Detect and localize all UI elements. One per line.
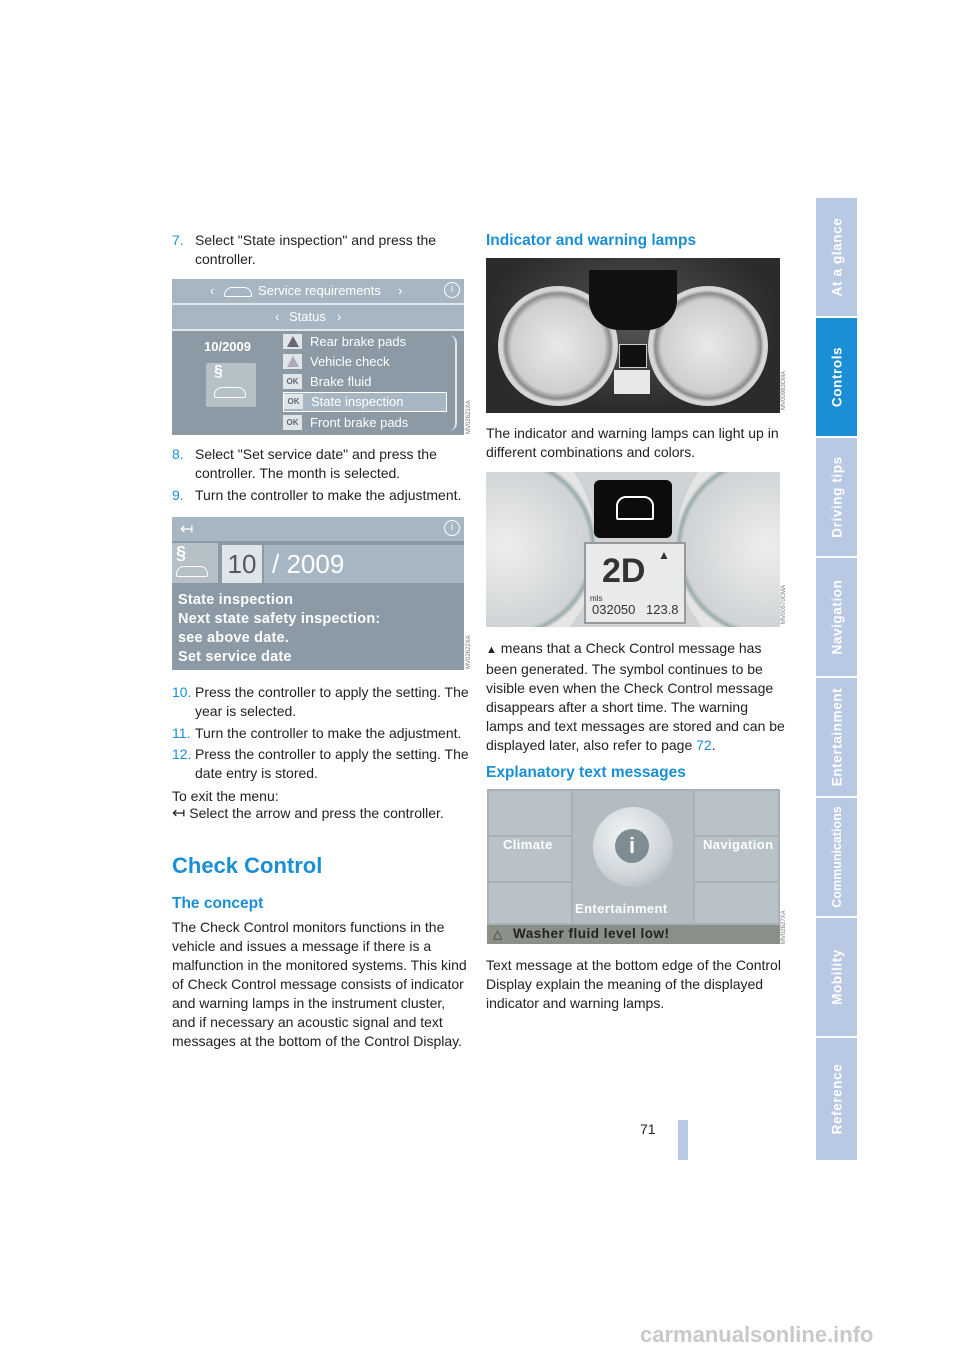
exit-text: ↤ Select the arrow and press the controller. <box>172 805 444 822</box>
step-12: 12. Press the controller to apply the setting. The date entry is stored. <box>172 746 469 781</box>
warning-icon <box>287 336 299 347</box>
tab-mobility[interactable]: Mobility <box>816 918 857 1036</box>
scroll-arc <box>449 335 457 431</box>
step-11: 11. Turn the controller to make the adjustment. <box>172 725 462 741</box>
warning-lamps-panel <box>589 270 677 330</box>
list-item[interactable]: OK Brake fluid <box>283 373 443 391</box>
tab-navigation[interactable]: Navigation <box>816 558 857 676</box>
tab-driving-tips[interactable]: Driving tips <box>816 438 857 556</box>
page-ref-link[interactable]: 72 <box>696 737 712 753</box>
entertainment-label[interactable]: Entertainment <box>575 901 668 916</box>
section-heading-explanatory: Explanatory text messages <box>486 764 686 781</box>
exit-title: To exit the menu: <box>172 788 279 804</box>
washer-fluid-lamp-icon <box>619 344 647 368</box>
control-display-image <box>487 789 780 944</box>
screen-line: see above date. <box>178 630 289 646</box>
display-panel: 2D ▲ mls 032050 123.8 <box>584 542 686 624</box>
list-item[interactable]: OK Front brake pads <box>283 414 443 432</box>
back-arrow-icon: ↤ <box>172 805 186 822</box>
warning-triangle-icon: ▲ <box>658 548 670 562</box>
month-field[interactable]: 10 <box>222 545 262 583</box>
status-bar: ‹ Status › <box>172 305 464 329</box>
screen-line: Next state safety inspection: <box>178 611 381 627</box>
climate-label[interactable]: Climate <box>503 837 553 852</box>
info-icon[interactable]: i <box>444 520 460 536</box>
back-arrow-icon[interactable]: ↤ <box>180 521 194 538</box>
tab-entertainment[interactable]: Entertainment <box>816 678 857 796</box>
section-heading: Check Control <box>172 853 323 878</box>
washer-fluid-lamp-icon <box>594 480 672 538</box>
list-item[interactable]: Rear brake pads <box>283 333 443 351</box>
page-marker <box>678 1120 688 1160</box>
tab-communications[interactable]: Communications <box>816 798 857 916</box>
list-item-selected[interactable]: OK State inspection <box>283 392 447 412</box>
service-symbol-icon: § <box>172 543 218 583</box>
screen-title-bar: ‹ Service requirements › i <box>172 279 464 303</box>
tab-controls[interactable]: Controls <box>816 318 857 436</box>
list-item[interactable]: Vehicle check <box>283 353 443 371</box>
instrument-cluster-image <box>486 258 780 413</box>
check-control-paragraph: ▲ means that a Check Control message has been generated. The symbol continues to be visible even when the Check Control message disappears after a short time. The warning lamps and text messages are stored and can be displayed later, also refer to page 72. <box>486 640 785 753</box>
step-7: 7. Select "State inspection" and press the controller. <box>172 232 437 267</box>
info-controller-icon[interactable]: i <box>593 807 673 887</box>
section-heading-indicator: Indicator and warning lamps <box>486 232 697 249</box>
instrument-cluster-detail-image <box>486 472 780 627</box>
screen-line: Set service date <box>178 649 292 665</box>
step-10: 10. Press the controller to apply the setting. The year is selected. <box>172 684 469 719</box>
tab-at-a-glance[interactable]: At a glance <box>816 198 857 316</box>
page-number: 71 <box>640 1121 656 1137</box>
subsection-heading: The concept <box>172 895 264 912</box>
year-field[interactable]: / 2009 <box>264 545 464 583</box>
set-service-date-screen <box>172 517 464 670</box>
navigation-label[interactable]: Navigation <box>703 837 774 852</box>
tachometer <box>676 472 780 627</box>
screen-title-bar <box>172 517 464 541</box>
tab-reference[interactable]: Reference <box>816 1038 857 1160</box>
speedometer <box>486 472 596 627</box>
step-8: 8. Select "Set service date" and press the controller. The month is selected. <box>172 446 437 481</box>
step-9: 9. Turn the controller to make the adjustment. <box>172 487 462 503</box>
footer-watermark: carmanualsonline.info <box>640 1322 874 1347</box>
car-icon <box>224 287 252 297</box>
indicator-paragraph: The indicator and warning lamps can light up in different combinations and colors. <box>486 425 779 460</box>
service-requirements-screen <box>172 279 464 435</box>
service-date: 10/2009 <box>204 339 251 354</box>
service-symbol-icon: § <box>206 363 256 407</box>
display-panel <box>614 370 650 394</box>
warning-icon <box>287 356 299 367</box>
warning-triangle-icon: ▲ <box>486 644 497 656</box>
concept-paragraph: The Check Control monitors functions in the vehicle and issues a message if there is a malfunction in the monitored systems. This kind of Check Control message consists of indicator and warning lamps in the instrument cluster, and if necessary an acoustic signal and text messages at the bottom of the Control Display. <box>172 919 467 1049</box>
screen-line: State inspection <box>178 592 294 608</box>
warning-triangle-icon: △ <box>493 927 503 941</box>
message-bar: △ Washer fluid level low! <box>487 925 780 944</box>
info-icon[interactable]: i <box>444 282 460 298</box>
explanatory-paragraph: Text message at the bottom edge of the Control Display explain the meaning of the displayed indicator and warning lamps. <box>486 957 781 1011</box>
